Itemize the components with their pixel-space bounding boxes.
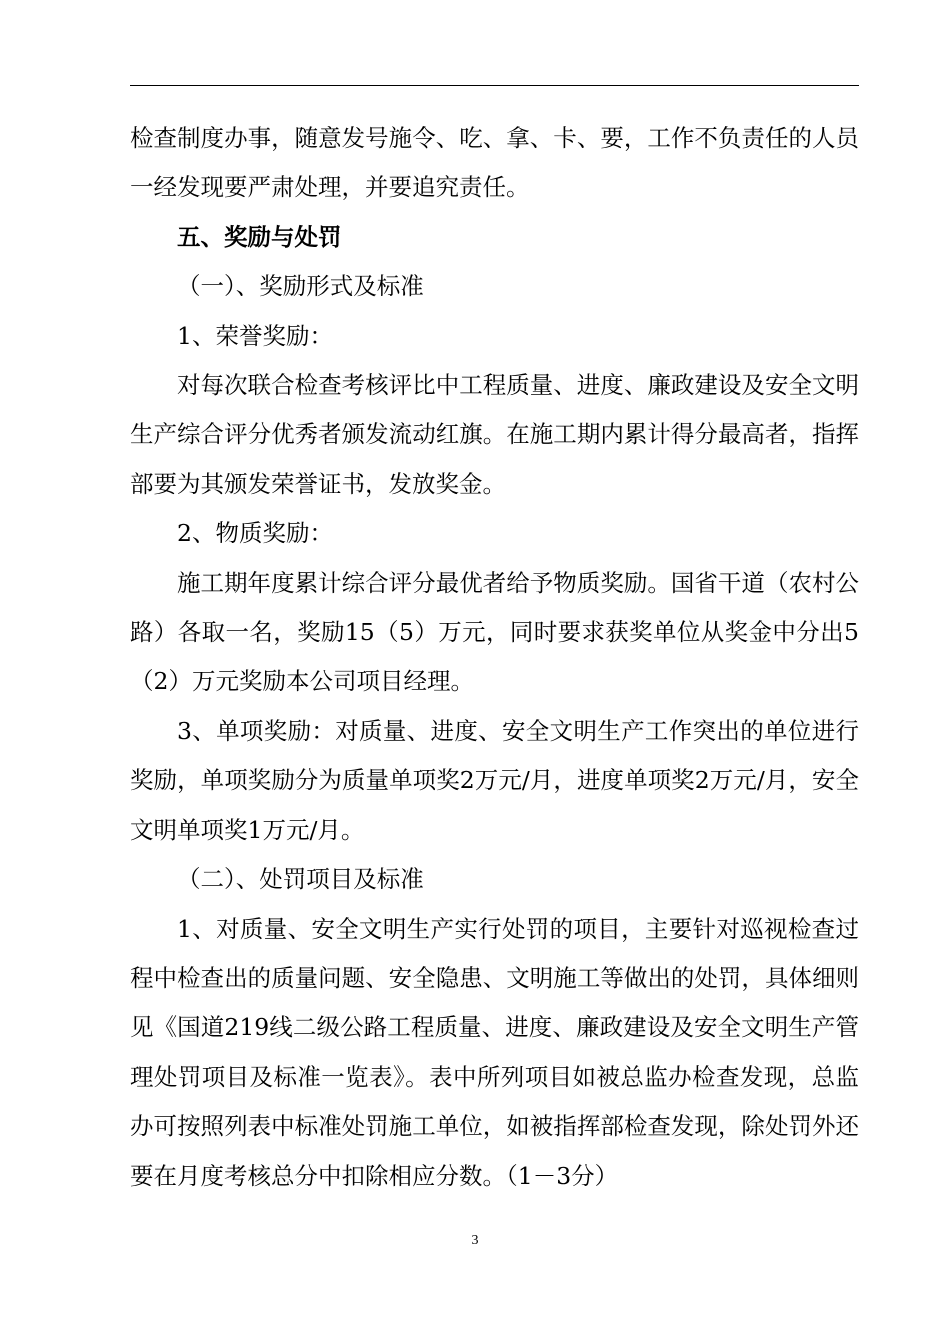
document-body xyxy=(130,114,859,1201)
page-number: 3 xyxy=(471,1233,479,1248)
item-heading-honor-reward: 1、荣誉奖励： xyxy=(177,321,333,350)
paragraph-single-item-reward: 3、单项奖励：对质量、进度、安全文明生产工作突出的单位进行奖励，单项奖励分为质量单项奖2万元/月，进度单项奖2万元/月，安全文明单项奖1万元/月。 xyxy=(130,716,859,844)
paragraph-honor-reward: 对每次联合检查考核评比中工程质量、进度、廉政建设及安全文明生产综合评分优秀者颁发流动红旗。在施工期内累计得分最高者，指挥部要为其颁发荣誉证书，发放奖金。 xyxy=(130,371,859,498)
section-heading-rewards-penalties: 五、奖励与处罚 xyxy=(177,222,342,251)
subsection-heading-reward-forms: （一）、奖励形式及标准 xyxy=(177,272,424,301)
paragraph-continuation: 检查制度办事，随意发号施令、吃、拿、卡、要，工作不负责任的人员一经发现要严肃处理，并要追究责任。 xyxy=(130,124,859,202)
paragraph-material-reward: 施工期年度累计综合评分最优者给予物质奖励。国省干道（农村公路）各取一名，奖励15（5）万元，同时要求获奖单位从奖金中分出5（2）万元奖励本公司项目经理。 xyxy=(130,568,859,696)
item-heading-material-reward: 2、物质奖励： xyxy=(177,519,333,548)
header-rule xyxy=(130,85,859,86)
paragraph-penalty-items: 1、对质量、安全文明生产实行处罚的项目，主要针对巡视检查过程中检查出的质量问题、安全隐患、文明施工等做出的处罚，具体细则见《国道219线二级公路工程质量、进度、廉政建设及安全文明生产管理处罚项目及标准一览表》。表中所列项目如被总监办检查发现，总监办可按照列表中标准处罚施工单位，如被指挥部检查发现，除处罚外还要在月度考核总分中扣除相应分数。（1－3分） xyxy=(130,914,859,1190)
subsection-heading-penalty-items: （二）、处罚项目及标准 xyxy=(177,865,424,894)
